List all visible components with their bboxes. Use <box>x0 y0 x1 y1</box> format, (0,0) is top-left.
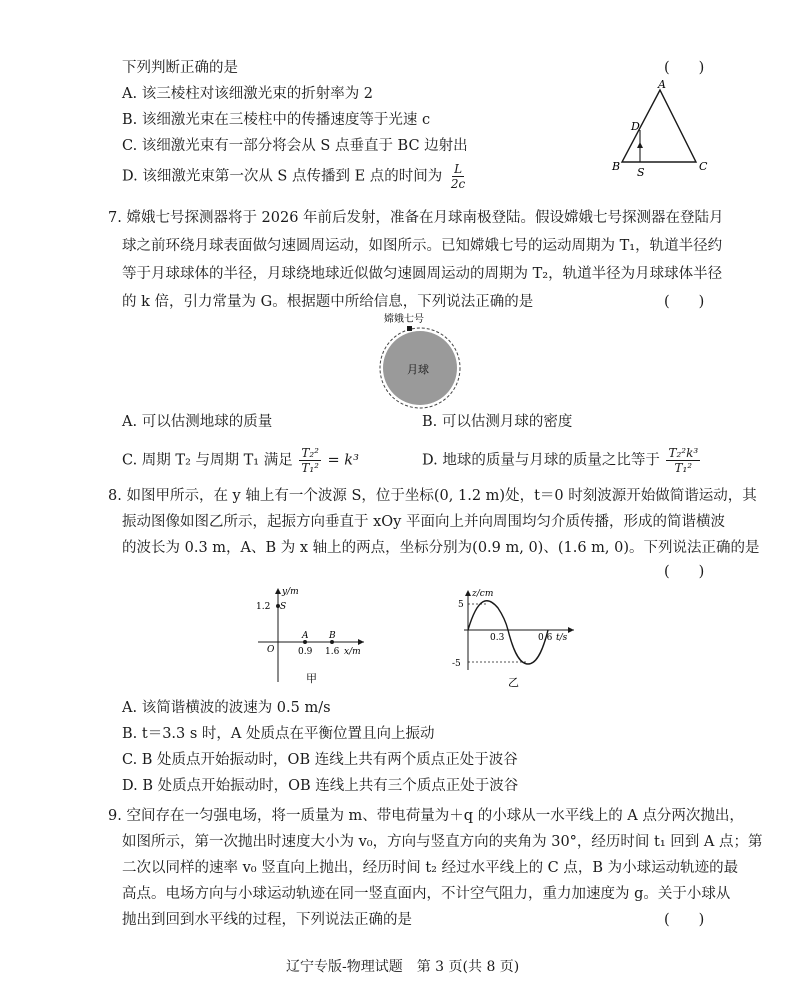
q6-triangle-figure <box>600 78 720 178</box>
q6-answer-bracket: ( ) <box>664 60 705 76</box>
q8-line-2: 振动图像如图乙所示，起振方向垂直于 xOy 平面向上并向周围均匀介质传播，形成的简谐横波 <box>122 514 725 530</box>
jia-x-tick-1: 1.6 <box>325 647 340 657</box>
q7-option-d-denominator: T₁² <box>674 461 693 475</box>
q8-option-a: A. 该简谐横波的波速为 0.5 m/s <box>122 700 331 716</box>
yi-t-axis-label: t/s <box>556 633 568 643</box>
q6-option-d <box>122 162 469 191</box>
q8-answer-bracket: ( ) <box>664 564 705 580</box>
label-a: A <box>658 78 666 91</box>
jia-y-tick: 1.2 <box>256 602 271 612</box>
label-c: C <box>699 160 708 173</box>
q9-line-5: 抛出到回到水平线的过程，下列说法正确的是 <box>122 912 412 928</box>
probe-label: 嫦娥七号 <box>384 314 424 325</box>
q9-line-1: 9. 空间存在一匀强电场，将一质量为 m、带电荷量为＋q 的小球从一水平线上的 A 点分两次抛出， <box>108 808 744 824</box>
q7-option-c-numerator: T₂² <box>301 446 319 460</box>
jia-caption: 甲 <box>306 672 317 685</box>
q8-option-b: B. t＝3.3 s 时，A 处质点在平衡位置且向上振动 <box>122 726 435 742</box>
q6-option-a: A. 该三棱柱对该细激光束的折射率为 2 <box>122 86 374 102</box>
yi-z-arrow-icon <box>465 590 471 596</box>
q7-line-4: 的 k 倍，引力常量为 G。根据题中所给信息，下列说法正确的是 <box>122 294 534 310</box>
q8-line-1: 8. 如图甲所示，在 y 轴上有一个波源 S，位于坐标(0, 1.2 m)处，t＝0 时刻波源开始做简谐运动，其 <box>108 488 757 504</box>
q9-line-2: 如图所示，第一次抛出时速度大小为 v₀，方向与竖直方向的夹角为 30°，经历时间 t₁ 回到 A 点；第 <box>122 834 763 850</box>
q6-option-b: B. 该细激光束在三棱柱中的传播速度等于光速 c <box>122 112 431 128</box>
q6-option-c: C. 该细激光束有一部分将会从 S 点垂直于 BC 边射出 <box>122 138 468 154</box>
label-b: B <box>612 160 621 173</box>
q6-option-d-numerator: L <box>454 162 463 176</box>
yi-z-axis-label: z/cm <box>472 589 494 599</box>
q7-option-c-fraction <box>299 446 321 475</box>
q7-option-c-text: C. 周期 T₂ 与周期 T₁ 满足 <box>122 452 293 469</box>
q7-option-d-fraction <box>666 446 700 475</box>
probe-marker-icon <box>407 326 412 331</box>
q7-option-c-denominator: T₁² <box>301 461 319 475</box>
yi-caption: 乙 <box>508 676 519 689</box>
q8-option-c: C. B 处质点开始振动时，OB 连线上共有两个质点正处于波谷 <box>122 752 518 768</box>
q6-option-d-text: D. 该细激光束第一次从 S 点传播到 E 点的时间为 <box>122 168 443 185</box>
q7-option-c-rhs: = k³ <box>327 452 359 469</box>
laser-arrow-icon <box>637 142 643 148</box>
jia-y-arrow-icon <box>275 588 281 594</box>
q7-line-3: 等于月球球体的半径，月球绕地球近似做匀速圆周运动的周期为 T₂，轨道半径为月球球体半径 <box>122 266 723 282</box>
yi-y-tick-1: -5 <box>452 659 461 669</box>
q7-answer-bracket: ( ) <box>664 294 705 310</box>
q6-option-d-denominator: 2c <box>450 177 466 191</box>
yi-y-tick-0: 5 <box>458 600 464 610</box>
q7-option-a: A. 可以估测地球的质量 <box>122 414 273 430</box>
q8-figure-jia <box>250 582 370 692</box>
q9-line-3: 二次以同样的速率 v₀ 竖直向上抛出，经历时间 t₂ 经过水平线上的 C 点，B 为小球运动轨迹的最 <box>122 860 739 876</box>
jia-x-axis-label: x/m <box>344 647 361 657</box>
label-s: S <box>637 166 645 178</box>
yi-x-tick-1: 0.6 <box>538 633 553 643</box>
q6-stem-tail: 下列判断正确的是 <box>122 60 238 76</box>
moon-label: 月球 <box>407 363 429 376</box>
q7-option-c <box>122 446 359 475</box>
jia-source-label: S <box>280 602 287 612</box>
q7-option-d-text: D. 地球的质量与月球的质量之比等于 <box>422 452 660 469</box>
q6-option-d-fraction <box>449 162 467 191</box>
q7-option-d <box>422 446 702 475</box>
yi-x-tick-0: 0.3 <box>490 633 505 643</box>
q7-option-d-numerator: T₂²k³ <box>668 446 699 460</box>
jia-point-b-label: B <box>329 631 336 641</box>
jia-point-a-label: A <box>302 631 309 641</box>
q9-line-4: 高点。电场方向与小球运动轨迹在同一竖直面内，不计空气阻力，重力加速度为 g。关于小球从 <box>122 886 731 902</box>
q7-moon-figure <box>360 312 480 412</box>
jia-x-tick-0: 0.9 <box>298 647 313 657</box>
q8-figure-yi <box>450 588 580 698</box>
yi-vibration-curve <box>468 601 548 664</box>
yi-t-arrow-icon <box>568 627 574 633</box>
jia-x-arrow-icon <box>358 639 364 645</box>
q9-answer-bracket: ( ) <box>664 912 705 928</box>
jia-y-axis-label: y/m <box>282 587 299 597</box>
q7-line-2: 球之前环绕月球表面做匀速圆周运动，如图所示。已知嫦娥七号的运动周期为 T₁，轨道半径约 <box>122 238 723 254</box>
page-footer: 辽宁专版-物理试题 第 3 页(共 8 页) <box>286 959 520 975</box>
q8-option-d: D. B 处质点开始振动时，OB 连线上共有三个质点正处于波谷 <box>122 778 519 794</box>
label-d: D <box>631 120 640 133</box>
q8-line-3: 的波长为 0.3 m，A、B 为 x 轴上的两点，坐标分别为(0.9 m, 0)、(1.6 m, 0)。下列说法正确的是 <box>122 540 760 556</box>
jia-origin-label: O <box>267 645 275 655</box>
q7-line-1: 7. 嫦娥七号探测器将于 2026 年前后发射，准备在月球南极登陆。假设嫦娥七号探测器在登陆月 <box>108 210 724 226</box>
q7-option-b: B. 可以估测月球的密度 <box>422 414 573 430</box>
